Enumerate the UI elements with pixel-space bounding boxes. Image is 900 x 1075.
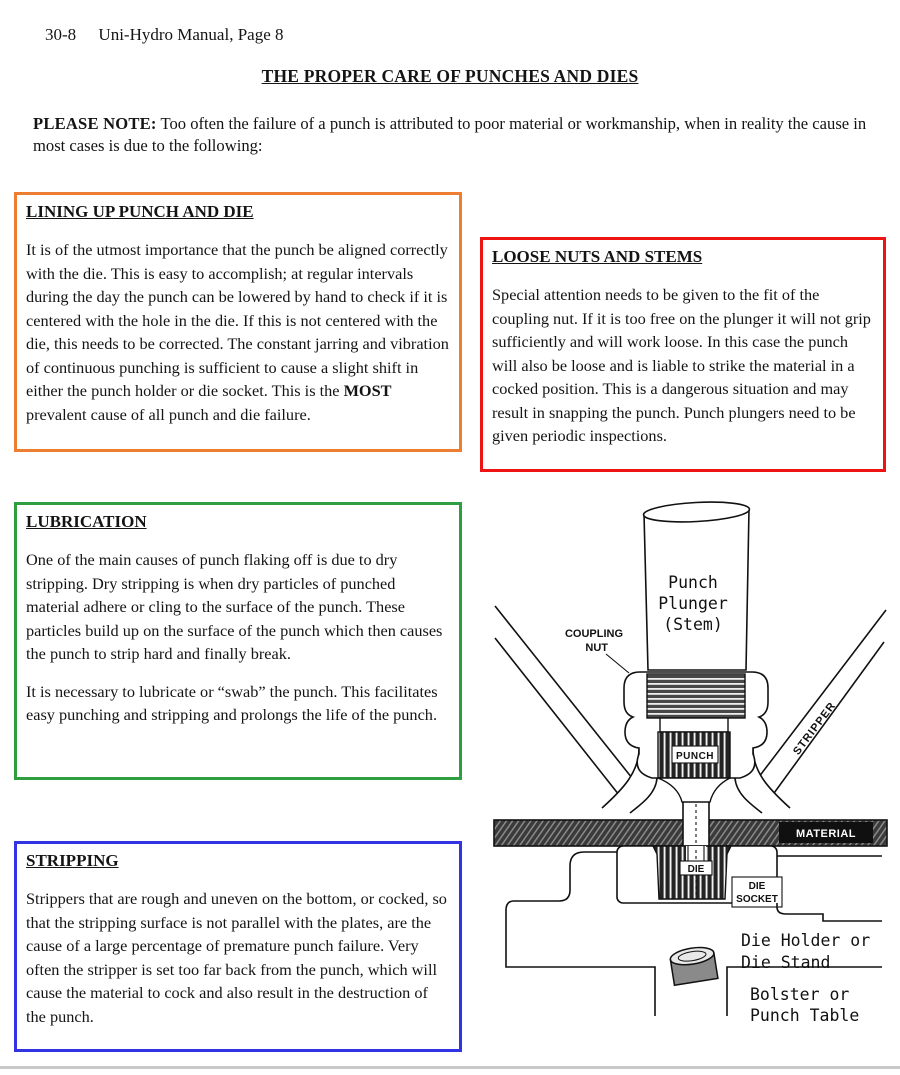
manual-name: Uni-Hydro Manual, Page 8 bbox=[98, 25, 284, 44]
slug-shape bbox=[669, 945, 718, 985]
bolster-label-2: Punch Table bbox=[750, 1006, 860, 1025]
section-lubrication bbox=[14, 502, 462, 780]
section-heading: LOOSE NUTS AND STEMS bbox=[492, 247, 703, 266]
section-lining-up-punch-and-die bbox=[14, 192, 462, 452]
die-socket-label-1: DIE bbox=[748, 881, 766, 892]
emphasis-most: MOST bbox=[343, 381, 392, 400]
stripper-label: STRIPPER bbox=[791, 699, 839, 758]
punch-plunger-shape bbox=[643, 500, 750, 670]
page-header bbox=[45, 25, 284, 45]
punch-plunger-label-2: Plunger bbox=[658, 594, 728, 613]
please-note-label: PLEASE NOTE: bbox=[33, 114, 157, 133]
die-label: DIE bbox=[687, 864, 705, 875]
die-holder-label-1: Die Holder or bbox=[741, 931, 871, 950]
coupling-nut-label-2: NUT bbox=[585, 642, 608, 654]
please-note bbox=[33, 113, 868, 157]
punch-shank-shape bbox=[683, 800, 709, 848]
punch-plunger-label-1: Punch bbox=[668, 573, 718, 592]
section-stripping bbox=[14, 841, 462, 1052]
bolster-label-1: Bolster or bbox=[750, 985, 850, 1004]
section-body: It is necessary to lubricate or “swab” the punch. This facilitates easy punching and stripping and prolongs the life of the punch. bbox=[26, 681, 438, 724]
die-holder-label-2: Die Stand bbox=[741, 953, 831, 972]
punch-plunger-label-3: (Stem) bbox=[663, 615, 723, 634]
section-heading: LINING UP PUNCH AND DIE bbox=[26, 202, 254, 221]
section-body: Strippers that are rough and uneven on the bottom, or cocked, so that the stripping surface is not parallel with the plates, are the cause of a large percentage of premature punch failure. Very often the stripper is set too far back from the punch, which will cause the material to cock and also result in the destruction of the punch. bbox=[26, 889, 447, 1026]
punch-and-die-diagram bbox=[480, 500, 900, 1060]
material-label: MATERIAL bbox=[795, 828, 857, 840]
section-loose-nuts-and-stems bbox=[480, 237, 886, 472]
coupling-nut-label-1: COUPLING bbox=[564, 628, 623, 640]
section-body: It is of the utmost importance that the punch be aligned correctly with the die. This is easy to accomplish; at regular intervals during the day the punch can be lowered by hand to check if it is centered with the hole in the die. If this is not centered with the die, this needs to be corrected. The constant jarring and vibration of continuous punching is sufficient to cause a slight shift in either the punch holder or die socket. This is the MOST prevalent cause of all punch and die failure. bbox=[26, 240, 449, 424]
section-heading: STRIPPING bbox=[26, 851, 119, 870]
please-note-text: Too often the failure of a punch is attributed to poor material or workmanship, when in reality the cause in most cases is due to the following: bbox=[33, 114, 867, 155]
page-number: 30-8 bbox=[45, 25, 77, 44]
die-socket-label-2: SOCKET bbox=[736, 894, 778, 905]
coupling-nut-pointer-line bbox=[606, 654, 629, 673]
punch-label: PUNCH bbox=[675, 751, 715, 762]
page-bottom-edge bbox=[0, 1066, 900, 1069]
page-title: THE PROPER CARE OF PUNCHES AND DIES bbox=[261, 66, 639, 86]
section-body: Special attention needs to be given to the fit of the coupling nut. If it is too free on the plunger it will not grip sufficiently and will work loose. In this case the punch will also be loose and is liable to strike the material in a cocked position. This is a dangerous situation and may result in snapping the punch. Punch plungers need to be given periodic inspections. bbox=[492, 285, 871, 445]
section-body: One of the main causes of punch flaking off is due to dry stripping. Dry stripping is when dry particles of punched material adhere or cling to the surface of the punch. These particles build up on the surface of the punch which then causes the punch to strip hard and finally break. bbox=[26, 550, 443, 663]
section-heading: LUBRICATION bbox=[26, 512, 147, 531]
